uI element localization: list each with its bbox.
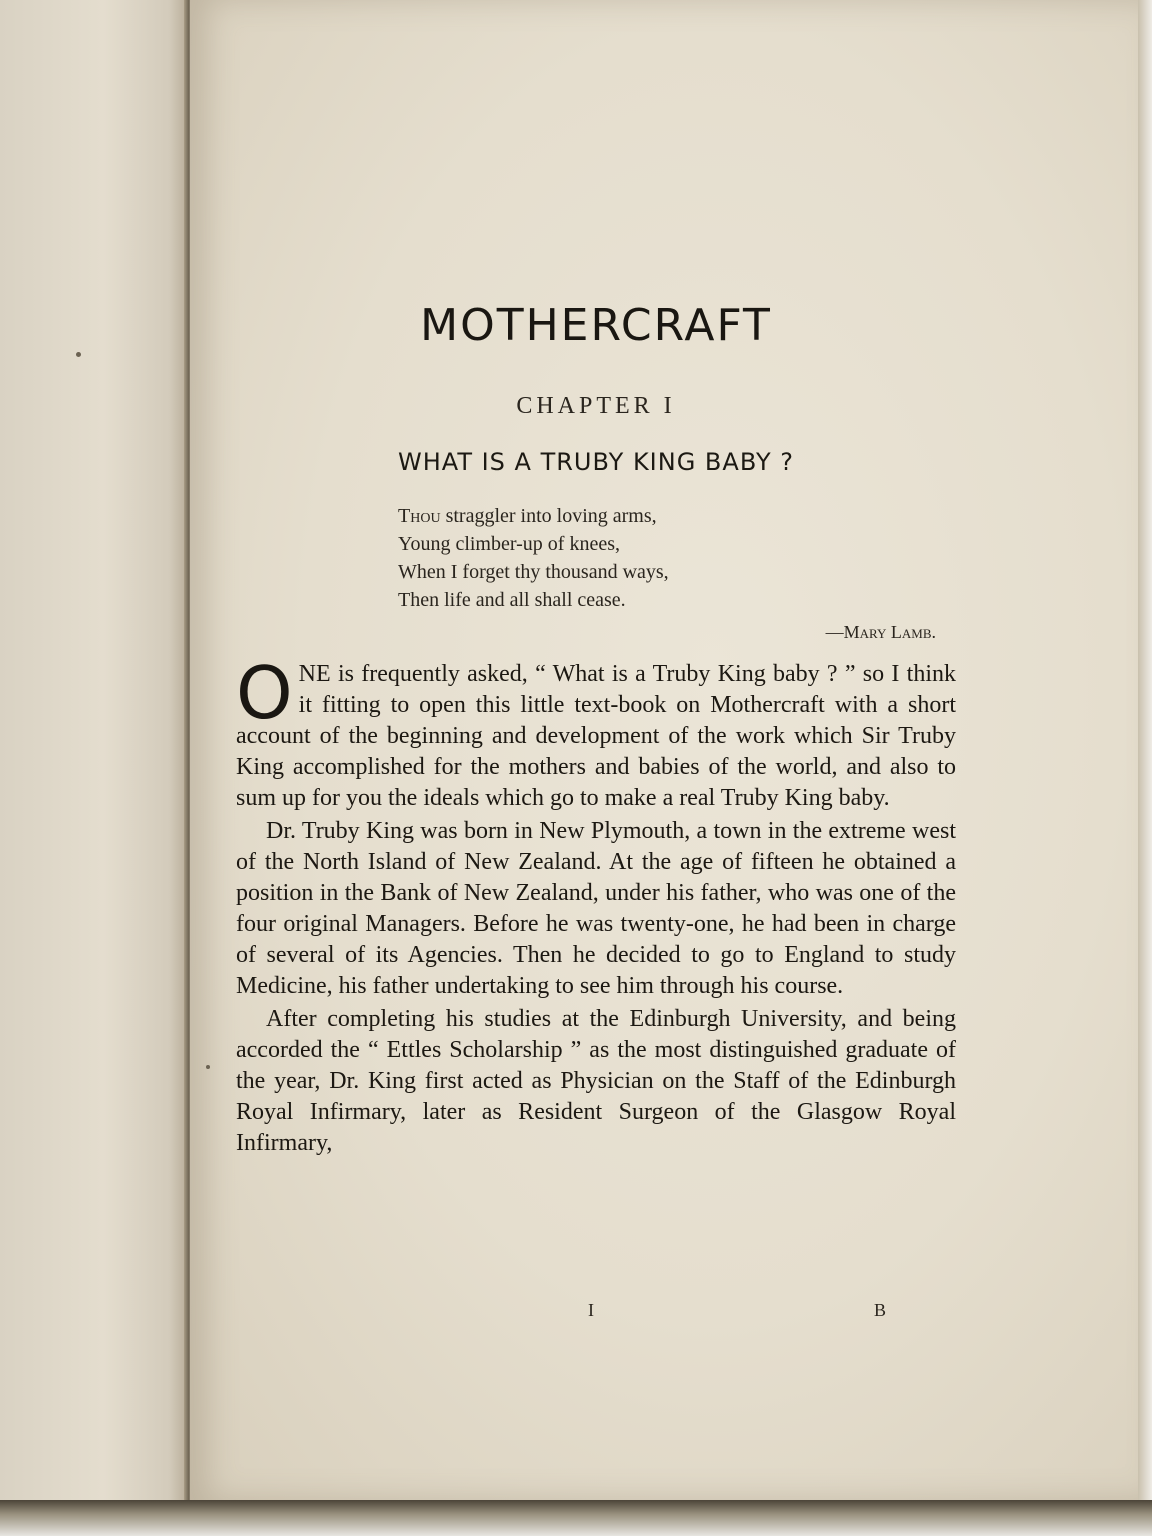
opening-word: NE bbox=[298, 661, 331, 687]
page-edge bbox=[1138, 0, 1152, 1536]
epigraph-line: Then life and all shall cease. bbox=[398, 589, 626, 611]
paper-speck bbox=[76, 352, 81, 357]
body-paragraph: After completing his studies at the Edinburgh University, and being accorded the “ Ettles Scholarship ” as the most distinguished graduate of the year, Dr. King first acted as Physician on the Staff of the Edinburgh Royal Infirmary, later as Resident Surgeon of the Glasgow Royal Infirmary, bbox=[236, 1006, 956, 1156]
page-number: I bbox=[588, 1300, 594, 1320]
epigraph-first-word: Thou bbox=[398, 505, 441, 527]
chapter-label: CHAPTER I bbox=[516, 393, 676, 419]
epigraph-line: Young climber-up of knees, bbox=[398, 533, 620, 555]
signature-mark: B bbox=[873, 1300, 886, 1320]
body-paragraph: Dr. Truby King was born in New Plymouth, a town in the extreme west of the North Island of New Zealand. At the age of fifteen he obtained a position in the Bank of New Zealand, under his father, who was one of the four original Managers. Before he was twenty-one, he had been in charge of several of its Agencies. Then he decided to go to England to study Medicine, his father undertaking to see him through his course. bbox=[236, 818, 956, 999]
book-bottom-edge bbox=[0, 1500, 1152, 1536]
epigraph-line bbox=[398, 502, 956, 530]
chapter-title: WHAT IS A TRUBY KING BABY ? bbox=[397, 448, 794, 476]
epigraph-attribution: —Mary Lamb. bbox=[825, 622, 936, 642]
book-title: MOTHERCRAFT bbox=[420, 300, 772, 351]
paragraph-text: is frequently asked, “ What is a Truby King baby ? ” so I think it fitting to open this little text-book on Mothercraft with a short account of the beginning and development of the work which Sir Truby King accomplished for the mothers and babies of the world, and also to sum up for you the ideals which go to make a real Truby King baby. bbox=[236, 661, 956, 811]
epigraph-line-rest: straggler into loving arms, bbox=[440, 505, 657, 527]
paper-speck bbox=[206, 1065, 210, 1069]
epigraph bbox=[398, 502, 956, 614]
left-page bbox=[0, 0, 188, 1536]
epigraph-line: When I forget thy thousand ways, bbox=[398, 561, 669, 583]
drop-cap: O bbox=[236, 651, 293, 735]
body-paragraph bbox=[236, 651, 956, 814]
page-text bbox=[236, 300, 956, 1159]
